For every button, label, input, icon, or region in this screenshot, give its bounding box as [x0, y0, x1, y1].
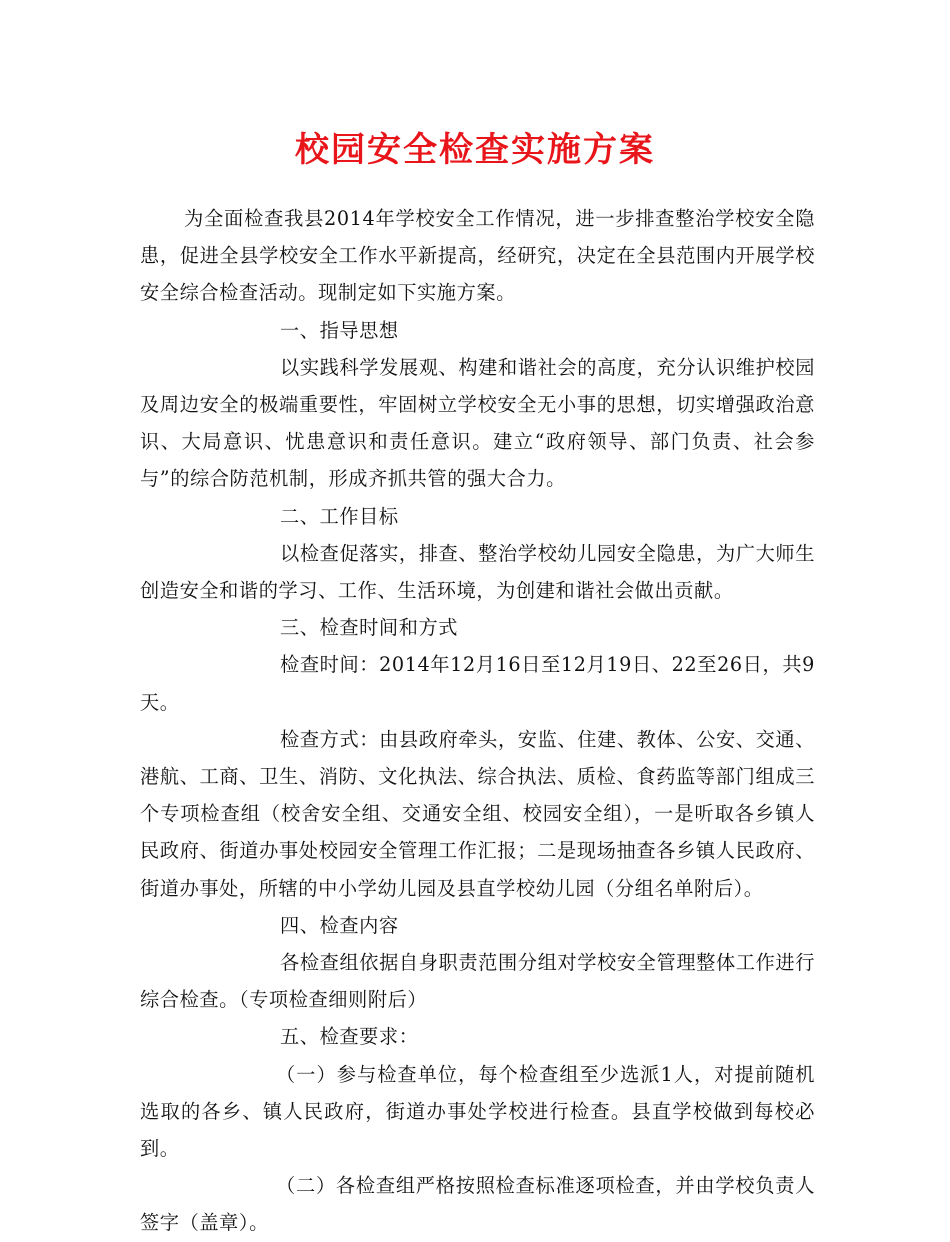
requirement-item-1: （一）参与检查单位，每个检查组至少选派1人，对提前随机选取的各乡、镇人民政府，街道办事处学校进行检查。县直学校做到每校必到。: [140, 1062, 815, 1161]
work-goals-paragraph: 以检查促落实，排查、整治学校幼儿园安全隐患，为广大师生创造安全和谐的学习、工作、生活环境，为创建和谐社会做出贡献。: [140, 541, 815, 603]
document-title: 校园安全检查实施方案: [295, 130, 655, 170]
guiding-ideology-paragraph: 以实践科学发展观、构建和谐社会的高度，充分认识维护校园及周边安全的极端重要性，牢固树立学校安全无小事的思想，切实增强政治意识、大局意识、忧患意识和责任意识。建立“政府领导、部门负责、社会参与”的综合防范机制，形成齐抓共管的强大合力。: [140, 355, 815, 491]
section-heading-time-and-method: 三、检查时间和方式: [280, 616, 459, 640]
inspection-method-paragraph: 检查方式：由县政府牵头，安监、住建、教体、公安、交通、港航、工商、卫生、消防、文化执法、综合执法、质检、食药监等部门组成三个专项检查组（校舍安全组、交通安全组、校园安全组），一是听取各乡镇人民政府、街道办事处校园安全管理工作汇报；二是现场抽查各乡镇人民政府、街道办事处，所辖的中小学幼儿园及县直学校幼儿园（分组名单附后）。: [140, 727, 815, 900]
inspection-time-paragraph: 检查时间：2014年12月16日至12月19日、22至26日，共9天。: [140, 653, 815, 714]
section-heading-guiding-ideology: 一、指导思想: [280, 318, 399, 342]
inspection-content-paragraph: 各检查组依据自身职责范围分组对学校安全管理整体工作进行综合检查。（专项检查细则附后）: [140, 951, 815, 1012]
requirement-item-2: （二）各检查组严格按照检查标准逐项检查，并由学校负责人签字（盖章）。: [140, 1174, 815, 1235]
intro-paragraph: 为全面检查我县2014年学校安全工作情况，进一步排查整治学校安全隐患，促进全县学校安全工作水平新提高，经研究，决定在全县范围内开展学校安全综合检查活动。现制定如下实施方案。: [140, 207, 815, 305]
document-body: [140, 200, 815, 1242]
section-heading-work-goals: 二、工作目标: [280, 504, 399, 528]
section-heading-inspection-requirements: 五、检查要求：: [280, 1025, 419, 1049]
section-heading-inspection-content: 四、检查内容: [280, 913, 399, 937]
